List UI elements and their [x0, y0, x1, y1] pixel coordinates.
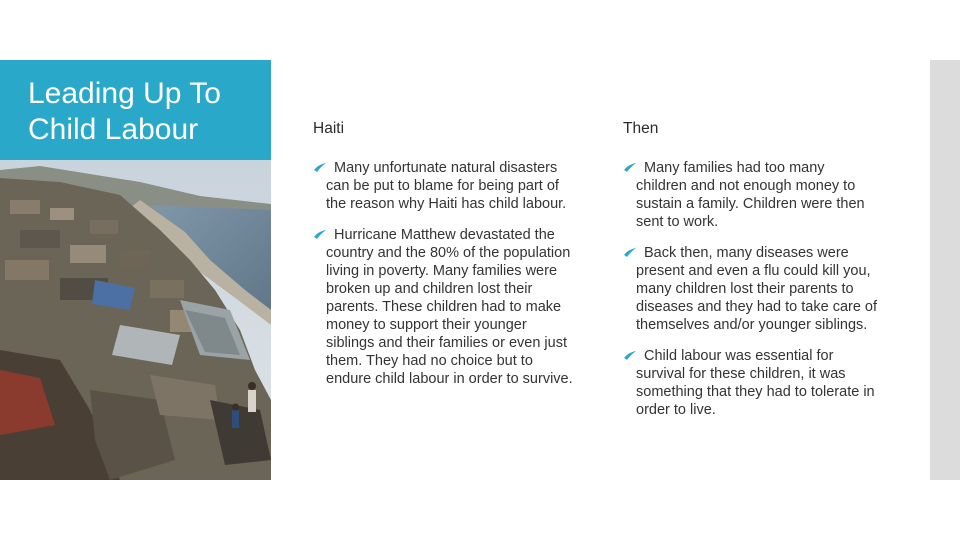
- list-item: [313, 226, 578, 388]
- bullet-text: Many families had too many children and not enough money to sustain a family. Children were then sent to work.: [636, 160, 865, 230]
- then-heading: Then: [623, 120, 659, 137]
- slide-title: Leading Up To Child Labour: [28, 77, 221, 146]
- swoosh-bullet-icon: [623, 348, 637, 362]
- bullet-text: Many unfortunate natural disasters can be put to blame for being part of the reason why Haiti has child labour.: [326, 160, 567, 212]
- then-bullet-list: [623, 159, 878, 419]
- bullet-text: Child labour was essential for survival for these children, it was something that they had to tolerate in order to live.: [636, 348, 875, 418]
- bullet-text: Hurricane Matthew devastated the country and the 80% of the population living in poverty. Many families were broken up and children lost their parents. These children had to make money to support their younger siblings and their families or even just them. They had no choice but to endure child labour in order to survive.: [326, 227, 573, 387]
- title-panel: [0, 60, 271, 160]
- swoosh-bullet-icon: [623, 160, 637, 174]
- bullet-text: Back then, many diseases were present and even a flu could kill you, many children lost their parents to diseases and they had to take care of themselves and/or younger siblings.: [636, 245, 878, 333]
- haiti-heading: Haiti: [313, 120, 345, 137]
- list-item: [623, 244, 878, 334]
- then-column: [623, 120, 878, 432]
- decorative-side-bar: [930, 60, 960, 480]
- list-item: [623, 159, 878, 231]
- list-item: [623, 347, 878, 419]
- swoosh-bullet-icon: [313, 227, 327, 241]
- haiti-column: [313, 120, 578, 401]
- hurricane-damage-photo: [0, 160, 271, 480]
- swoosh-bullet-icon: [313, 160, 327, 174]
- haiti-bullet-list: [313, 159, 578, 388]
- list-item: [313, 159, 578, 213]
- swoosh-bullet-icon: [623, 245, 637, 259]
